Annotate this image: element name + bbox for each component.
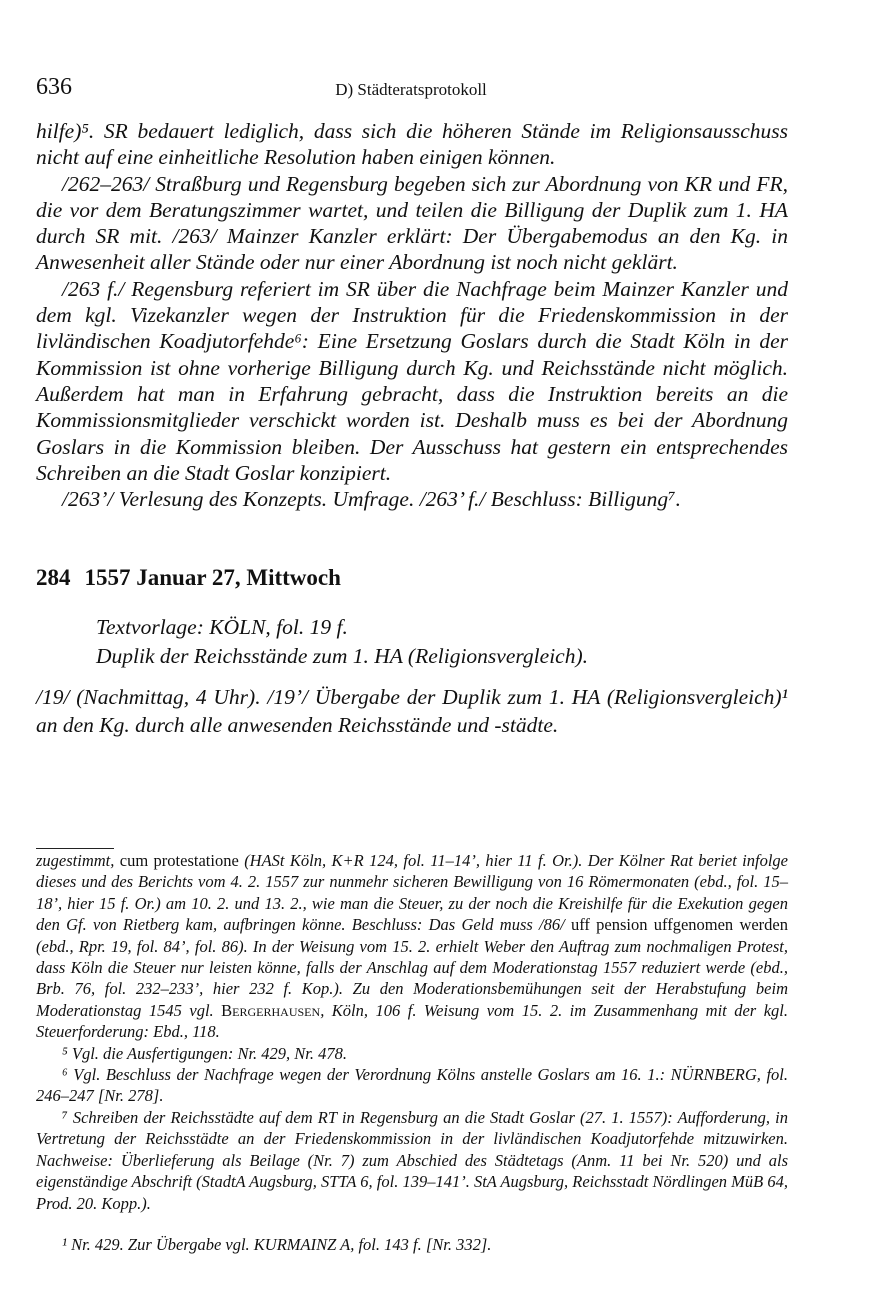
document-footnotes	[36, 1234, 788, 1256]
paragraph-continuation: hilfe)⁵. SR bedauert lediglich, dass sich die höheren Stände im Religionsausschuss nicht auf eine einheitliche Resolution haben einigen können.	[36, 119, 788, 170]
note-fragment-body-2: (ebd., Rpr. 19, fol. 84’, fol. 86). In der Weisung vom 15. 2. erhielt Weber den Auftrag zum nochmaligen Protest, dass Köln die Steuer nur leisten könne, falls der Anschlag auf dem Moderationstag 1557 reduziert werde (ebd., Brb. 76, fol. 232–233’, hier 232 f. Kop.). Zu den Moderationsbemühungen seit der Herabstufung beim Moderationstag 1545 vgl.	[36, 936, 788, 1020]
note-fragment-zugestimmt: zugestimmt,	[36, 851, 115, 870]
source-block	[96, 613, 776, 671]
page-header	[36, 74, 786, 104]
note-fragment-body-3: , Köln, 106 f. Weisung vom 15. 2. im Zusammenhang mit der kgl. Steuerforderung: Ebd., 118.	[36, 1000, 788, 1042]
page-number: 636	[36, 74, 72, 100]
running-title: D) Städteratsprotokoll	[335, 80, 487, 99]
document-heading	[36, 565, 341, 591]
paragraph-instruktion: /263 f./ Regensburg referiert im SR über die Nachfrage beim Mainzer Kanzler und dem kgl. Vizekanzler wegen der Instruktion für die Friedenskommission in der livländischen Koadjutorfehde⁶: Eine Ersetzung Goslars durch die Stadt Köln in der Kommission ist ohne vorherige Billigung durch Kg. und Reichsstände nicht möglich. Außerdem hat man in Erfahrung gebracht, dass die Instruktion bereits an die Kommissionsmitglieder verschickt worden ist. Deshalb muss es bei der Abordnung Goslars in die Kommission bleiben. Der Ausschuss hat gestern ein entsprechendes Schreiben an die Stadt Goslar konzipiert.	[36, 276, 788, 485]
source-line: Textvorlage: KÖLN, fol. 19 f.	[96, 615, 348, 639]
paragraph-abordnung: /262–263/ Straßburg und Regensburg begeben sich zur Abordnung von KR und FR, die vor dem Beratungszimmer wartet, und teilen die Billigung der Duplik zum 1. HA durch SR mit. /263/ Mainzer Kanzler erklärt: Der Übergabemodus an den Kg. in Anwesenheit aller Stände oder nur einer Abordnung ist noch nicht geklärt.	[36, 171, 788, 275]
document-number: 284	[36, 565, 71, 590]
main-text	[36, 118, 788, 512]
footnote-5: ⁵ Vgl. die Ausfertigungen: Nr. 429, Nr. 478.	[62, 1043, 348, 1063]
document-date: 1557 Januar 27, Mittwoch	[84, 565, 341, 590]
document-paragraph: /19/ (Nachmittag, 4 Uhr). /19’/ Übergabe der Duplik zum 1. HA (Religionsvergleich)¹ an den Kg. durch alle anwesenden Reichsstände und -städte.	[36, 685, 788, 737]
note-fragment-body: (HASt Köln, K+R 124, fol. 11–14’, hier 11 f. Or.). Der Kölner Rat beriet infolge dieses und des Berichts vom 4. 2. 1557 zur nunmehr sicheren Bewilligung von 16 Römermonaten (ebd., fol. 15–18’, hier 15 f. Or.) am 10. 2. und 13. 2., wie man die Steuer, zu der noch die Kreishilfe für die Exekution gegen den Gf. von Rietberg kam, aufbringen könne. Beschluss: Das Geld muss /86/	[36, 851, 789, 935]
footnote-7: ⁷ Schreiben der Reichsstädte auf dem RT in Regensburg an die Stadt Goslar (27. 1. 1557): Aufforderung, in Vertretung der Reichsstädte an der Friedenskommission in der livländischen Koadjutorfehde mitzuwirken. Nachweise: Überlieferung als Beilage (Nr. 7) zum Abschied des Städtetags (Anm. 11 bei Nr. 520) und als eigenständige Abschrift (StadtA Augsburg, STTA 6, fol. 139–141’. StA Augsburg, Reichsstadt Nördlingen MüB 64, Prod. 20. Kopp.).	[36, 1107, 788, 1213]
note-fragment-quote: uff pension uffgenomen werden	[570, 915, 788, 935]
footnotes	[36, 850, 788, 1214]
footnote-1: ¹ Nr. 429. Zur Übergabe vgl. KURMAINZ A, fol. 143 f. [Nr. 332].	[62, 1235, 492, 1254]
footnote-rule	[36, 848, 114, 849]
paragraph-beschluss: /263’/ Verlesung des Konzepts. Umfrage. /263’ f./ Beschluss: Billigung⁷.	[62, 487, 681, 512]
subject-line: Duplik der Reichsstände zum 1. HA (Religionsvergleich).	[96, 644, 589, 668]
footnote-continuation	[36, 850, 788, 1043]
document-text	[36, 683, 788, 739]
note-fragment-protestatione: cum protestatione	[114, 851, 245, 870]
note-author-bergerhausen: Bergerhausen	[221, 1000, 321, 1020]
footnote-6: ⁶ Vgl. Beschluss der Nachfrage wegen der Verordnung Kölns anstelle Goslars am 16. 1.: NÜRNBERG, fol. 246–247 [Nr. 278].	[36, 1065, 788, 1106]
